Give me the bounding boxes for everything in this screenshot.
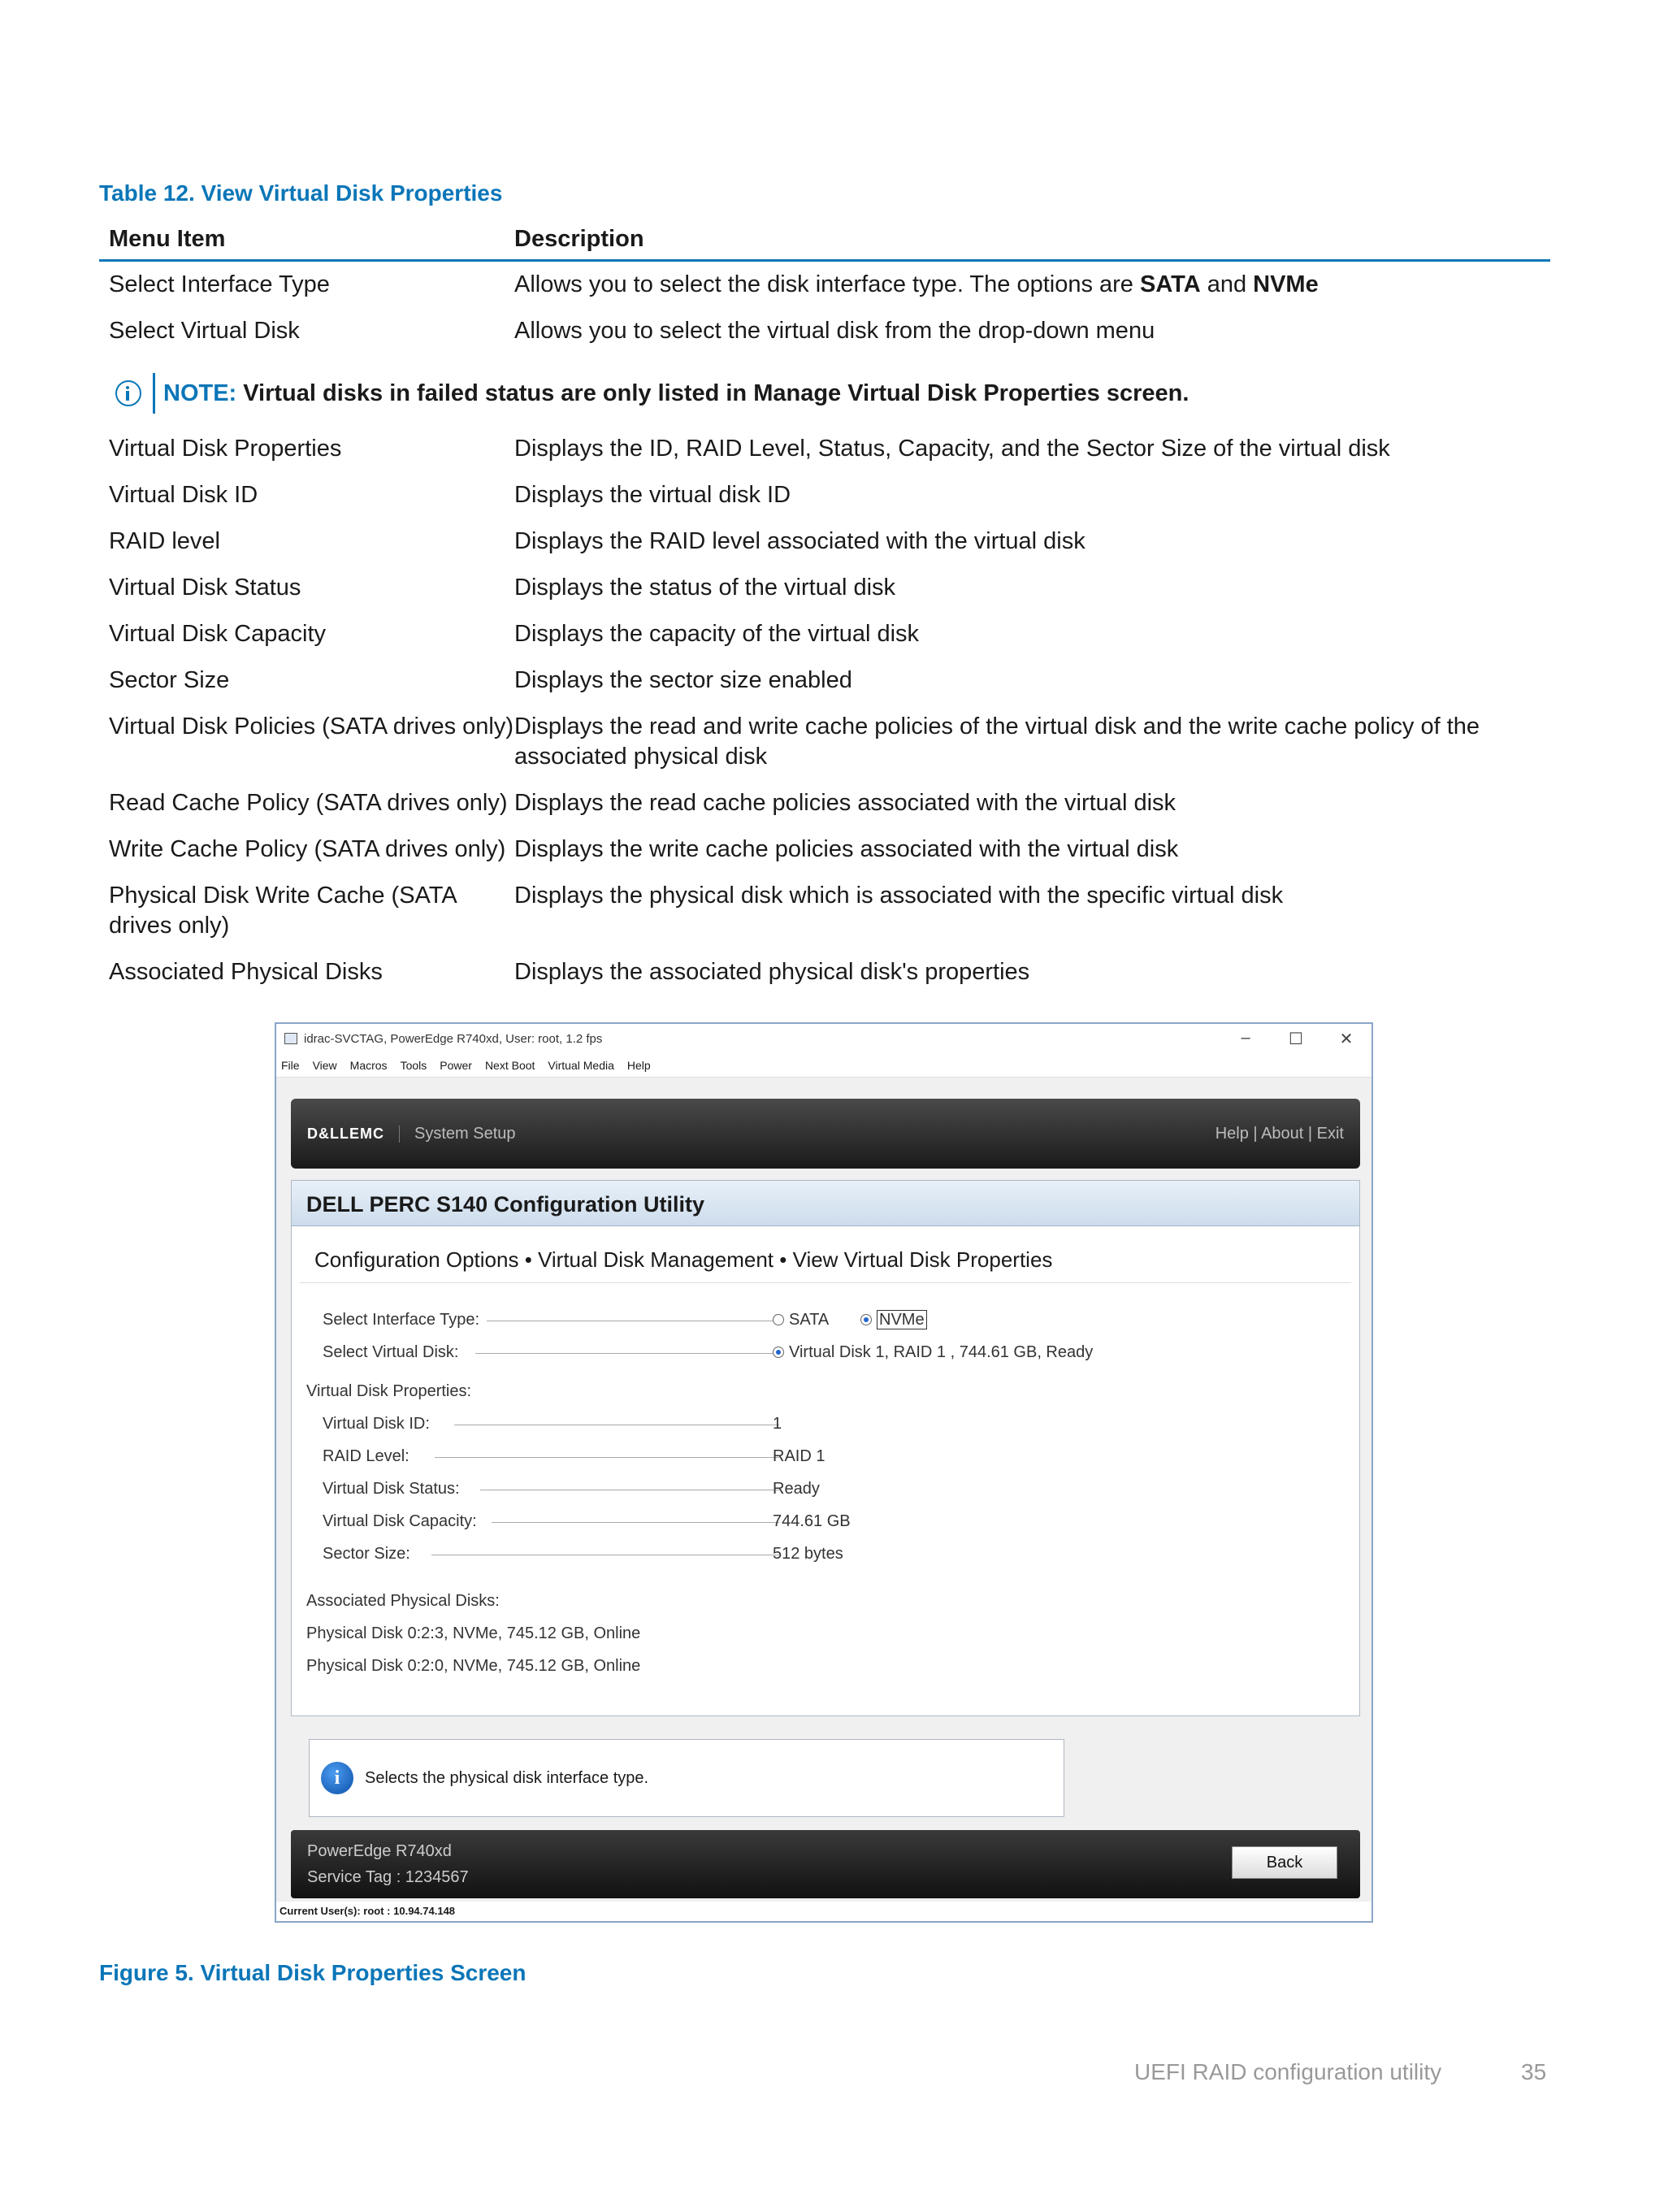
dellemc-logo: D&LLEMC [307,1126,400,1143]
table-row [99,611,1550,657]
footer-section-title: UEFI RAID configuration utility [1134,2059,1442,2084]
menu-virtual-media[interactable]: Virtual Media [548,1058,614,1072]
back-button[interactable]: Back [1232,1846,1337,1879]
menu-item-cell: Virtual Disk Capacity [109,621,327,647]
description-cell: Displays the read cache policies associated with the virtual disk [514,790,1176,816]
leader-line [492,1522,779,1523]
properties-table [99,219,1550,354]
utility-content [291,1180,1360,1716]
menu-item-cell: Physical Disk Write Cache (SATA drives only) [109,883,457,939]
minimize-icon[interactable]: – [1241,1028,1250,1047]
footer-model: PowerEdge R740xd [307,1842,452,1860]
menu-help[interactable]: Help [626,1058,651,1072]
help-about-exit-links[interactable]: Help | About | Exit [1215,1124,1344,1143]
info-icon [115,380,141,406]
page-number: 35 [1521,2059,1547,2084]
help-text-box [309,1739,1064,1817]
menu-next-boot[interactable]: Next Boot [484,1058,535,1072]
vd-capacity-label: Virtual Disk Capacity: [323,1512,477,1530]
menu-item-cell: RAID level [109,528,220,554]
radio-selected-icon [773,1347,784,1358]
description-cell: Displays the capacity of the virtual disk [514,621,920,647]
status-bar: Current User(s): root : 10.94.74.148 [276,1902,1372,1921]
table-row [99,426,1550,472]
menu-item-cell: Sector Size [109,667,230,693]
menu-item-cell: Virtual Disk Policies (SATA drives only) [109,713,514,740]
description-cell: Displays the sector size enabled [514,667,852,693]
table-row [99,518,1550,565]
table-row [99,704,1550,780]
footer-service-tag: Service Tag : 1234567 [307,1868,469,1886]
physical-disk-item: Physical Disk 0:2:0, NVMe, 745.12 GB, Online [306,1657,641,1675]
table-row [99,308,1550,354]
description-cell: Allows you to select the disk interface type. The options are SATA and NVMe [514,271,1319,297]
table-row [99,472,1550,518]
description-cell: Displays the read and write cache policies of the virtual disk and the write cache policy of the associated physical disk [514,713,1480,770]
table-row [99,262,1550,308]
note-label: NOTE: [163,380,237,406]
leader-line [435,1457,779,1458]
vd-id-label: Virtual Disk ID: [323,1415,430,1433]
note-divider [153,373,155,414]
note-text: Virtual disks in failed status are only listed in Manage Virtual Disk Properties screen. [243,380,1190,406]
menu-file[interactable]: File [281,1058,300,1072]
description-cell: Displays the associated physical disk's properties [514,959,1030,985]
menu-view[interactable]: View [312,1058,337,1072]
associated-disks-heading: Associated Physical Disks: [306,1592,500,1610]
menu-item-cell: Associated Physical Disks [109,959,383,985]
header-menu-item: Menu Item [109,226,226,252]
table-header [99,219,1550,262]
maximize-icon[interactable]: ☐ [1289,1030,1303,1048]
menu-bar [276,1053,1372,1078]
figure-caption: Figure 5. Virtual Disk Properties Screen [99,1960,526,1985]
radio-icon [773,1314,784,1325]
sector-size-value: 512 bytes [773,1545,843,1563]
header-description: Description [514,226,644,252]
vd-capacity-value: 744.61 GB [773,1512,851,1530]
table-row [99,826,1550,873]
table-row [99,873,1550,949]
table-row [99,565,1550,611]
radio-selected-icon [860,1314,872,1325]
close-icon[interactable]: ✕ [1339,1030,1354,1048]
menu-item-cell: Select Interface Type [109,271,330,297]
description-cell: Displays the status of the virtual disk [514,575,896,601]
description-cell: Displays the ID, RAID Level, Status, Capacity, and the Sector Size of the virtual disk [514,436,1390,462]
description-cell: Allows you to select the virtual disk from the drop-down menu [514,318,1155,344]
description-cell: Displays the RAID level associated with the virtual disk [514,528,1086,554]
virtual-disk-properties-screenshot [275,1022,1373,1923]
app-icon [284,1033,297,1044]
window-title: idrac-SVCTAG, PowerEdge R740xd, User: root, 1.2 fps [304,1031,603,1046]
system-setup-label: System Setup [414,1124,516,1143]
select-virtual-disk-label: Select Virtual Disk: [323,1343,459,1361]
select-interface-label: Select Interface Type: [323,1311,480,1329]
dell-header [291,1099,1360,1169]
raid-level-label: RAID Level: [323,1447,410,1465]
breadcrumb: Configuration Options • Virtual Disk Management • View Virtual Disk Properties [300,1226,1351,1283]
description-cell: Displays the virtual disk ID [514,482,791,508]
description-cell: Displays the write cache policies associated with the virtual disk [514,836,1179,862]
table-row [99,780,1550,826]
help-text: Selects the physical disk interface type. [365,1768,649,1787]
vd-status-label: Virtual Disk Status: [323,1480,460,1498]
raid-level-value: RAID 1 [773,1447,826,1465]
table-row [99,949,1550,995]
utility-title: DELL PERC S140 Configuration Utility [292,1181,1359,1226]
screen-footer [291,1830,1360,1898]
vd-properties-heading: Virtual Disk Properties: [306,1382,472,1400]
info-icon: i [321,1762,353,1794]
table-title: Table 12. View Virtual Disk Properties [99,180,503,206]
note-box [115,372,1189,414]
radio-nvme[interactable]: NVMe [860,1311,927,1329]
radio-sata[interactable]: SATA [773,1311,829,1329]
menu-item-cell: Virtual Disk Properties [109,436,342,462]
description-cell: Displays the physical disk which is associated with the specific virtual disk [514,883,1284,909]
table-row [99,657,1550,704]
physical-disk-item: Physical Disk 0:2:3, NVMe, 745.12 GB, Online [306,1624,641,1642]
vd-status-value: Ready [773,1480,820,1498]
menu-item-cell: Select Virtual Disk [109,318,300,344]
menu-item-cell: Write Cache Policy (SATA drives only) [109,836,506,862]
menu-item-cell: Virtual Disk ID [109,482,258,508]
menu-item-cell: Virtual Disk Status [109,575,301,601]
menu-power[interactable]: Power [440,1058,472,1072]
leader-line [475,1353,779,1354]
virtual-disk-radio[interactable]: Virtual Disk 1, RAID 1 , 744.61 GB, Ready [773,1343,1093,1362]
menu-item-cell: Read Cache Policy (SATA drives only) [109,790,508,816]
menu-macros[interactable]: Macros [349,1058,388,1072]
menu-tools[interactable]: Tools [400,1058,427,1072]
properties-table-continued [99,426,1550,995]
sector-size-label: Sector Size: [323,1545,410,1563]
window-titlebar [276,1024,1372,1053]
vd-id-value: 1 [773,1415,782,1433]
